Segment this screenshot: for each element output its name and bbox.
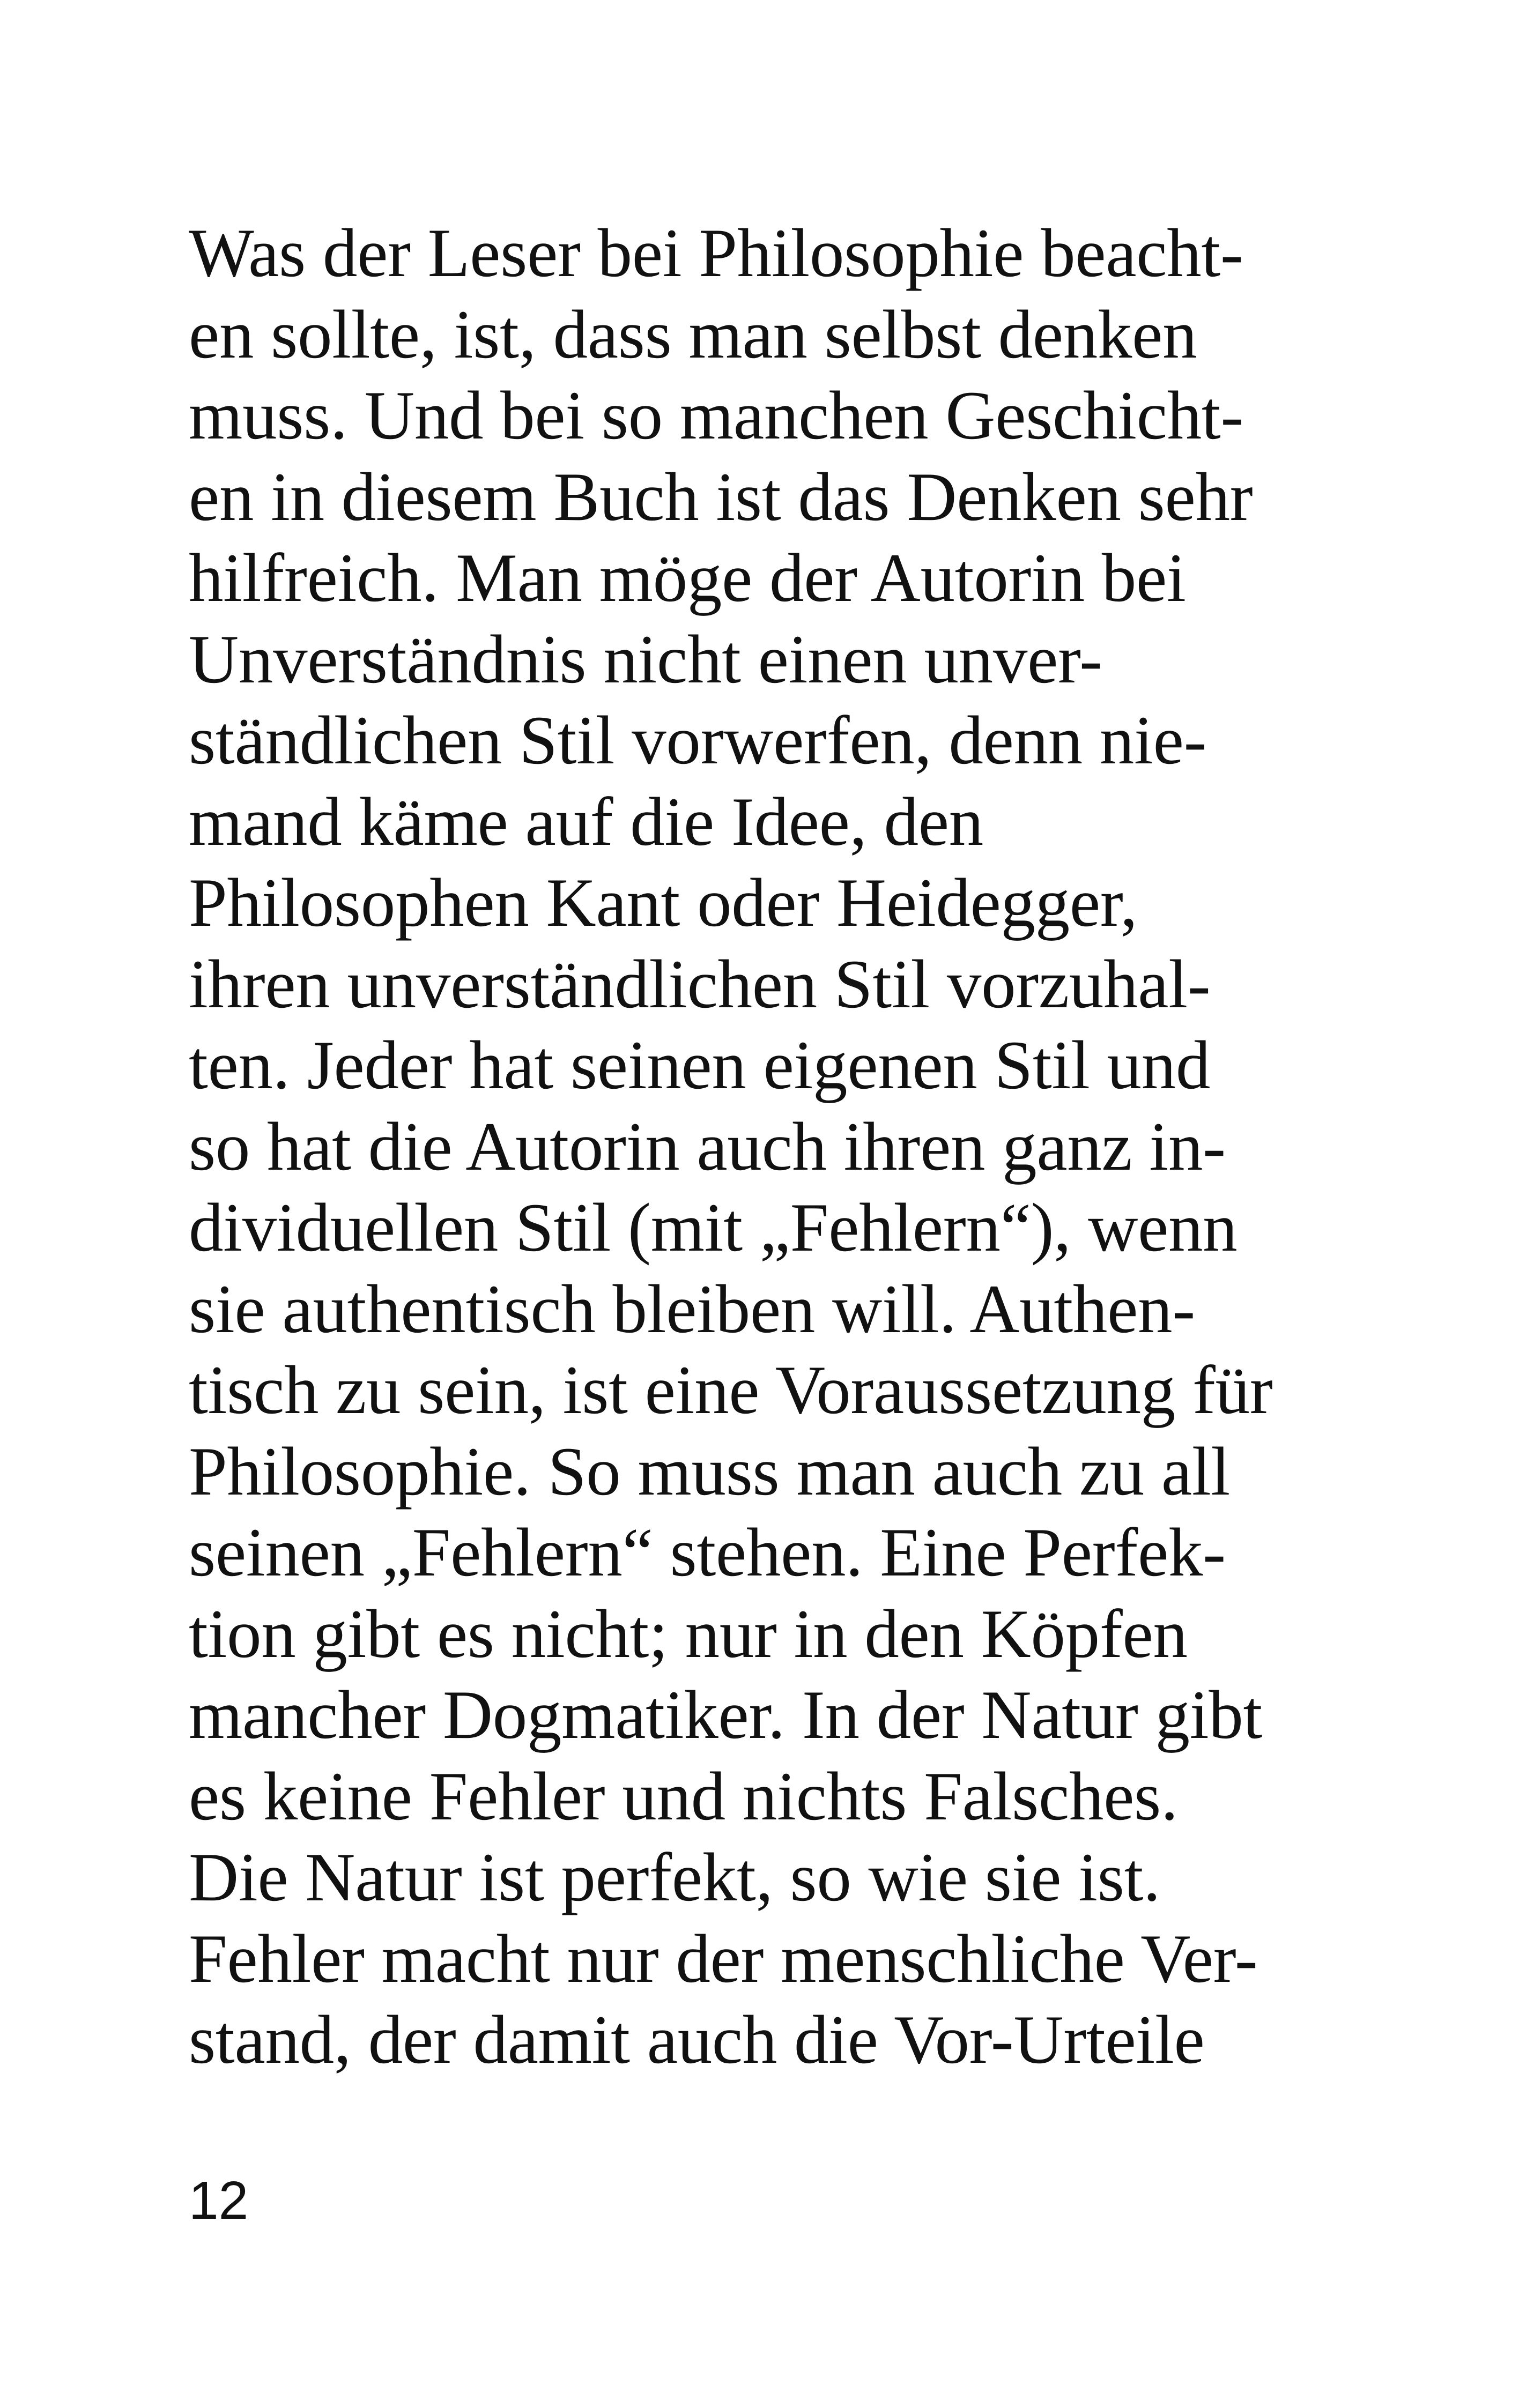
text-line: sie authentisch bleiben will. Authen- <box>189 1270 1195 1347</box>
text-line: Die Natur ist perfekt, so wie sie ist. <box>189 1839 1161 1915</box>
text-line: seinen „Fehlern“ stehen. Eine Perfek- <box>189 1514 1226 1591</box>
text-line: mancher Dogmatiker. In der Natur gibt <box>189 1676 1263 1753</box>
text-line: mand käme auf die Idee, den <box>189 783 983 860</box>
text-line: Was der Leser bei Philosophie beacht- <box>189 214 1243 291</box>
page-number: 12 <box>189 2171 249 2231</box>
text-line: ten. Jeder hat seinen eigenen Stil und <box>189 1027 1211 1103</box>
text-line: Unverständnis nicht einen unver- <box>189 620 1102 697</box>
text-line: Philosophie. So muss man auch zu all <box>189 1432 1230 1510</box>
text-line: dividuellen Stil (mit „Fehlern“), wenn <box>189 1189 1238 1266</box>
text-line: so hat die Autorin auch ihren ganz in- <box>189 1108 1226 1185</box>
text-line: en sollte, ist, dass man selbst denken <box>189 295 1197 373</box>
text-line: Fehler macht nur der menschliche Ver- <box>189 1920 1258 1997</box>
text-line: tion gibt es nicht; nur in den Köpfen <box>189 1595 1188 1672</box>
text-line: ständlichen Stil vorwerfen, denn nie- <box>189 702 1207 778</box>
text-line: stand, der damit auch die Vor-Urteile <box>189 2001 1205 2078</box>
text-line: tisch zu sein, ist eine Voraussetzung für <box>189 1351 1273 1428</box>
body-text <box>189 212 1368 2080</box>
text-line: muss. Und bei so manchen Geschicht- <box>189 377 1244 454</box>
text-line: hilfreich. Man möge der Autorin bei <box>189 539 1186 616</box>
text-line: ihren unverständlichen Stil vorzuhal- <box>189 945 1211 1022</box>
text-line: es keine Fehler und nichts Falsches. <box>189 1757 1178 1834</box>
text-line: Philosophen Kant oder Heidegger, <box>189 864 1138 941</box>
text-line: en in diesem Buch ist das Denken sehr <box>189 458 1253 535</box>
